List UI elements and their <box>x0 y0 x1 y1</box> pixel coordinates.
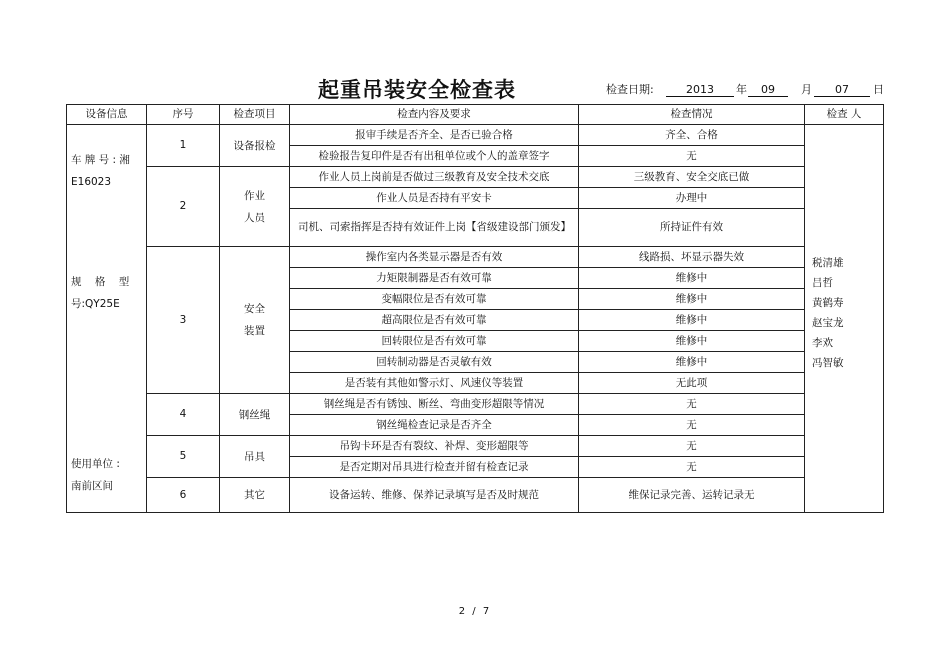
check-result: 无 <box>579 436 805 457</box>
table-row <box>67 247 884 268</box>
inspector-name: 李欢 <box>812 337 833 349</box>
date-month-unit: 月 <box>801 83 812 96</box>
date-day: 07 <box>814 84 870 97</box>
inspector-list <box>812 253 844 373</box>
col-inspector: 检查 人 <box>805 105 884 125</box>
item-number: 6 <box>147 478 220 513</box>
col-number: 序号 <box>147 105 220 125</box>
table-row <box>67 394 884 415</box>
check-content: 操作室内各类显示器是否有效 <box>290 247 579 268</box>
check-result: 维修中 <box>579 268 805 289</box>
inspector-name: 黄鹤寿 <box>812 297 844 309</box>
plate-number-text: E16023 <box>71 176 112 188</box>
check-result: 维修中 <box>579 352 805 373</box>
check-content: 作业人员上岗前是否做过三级教育及安全技术交底 <box>290 167 579 188</box>
col-equipment-info: 设备信息 <box>67 105 147 125</box>
date-label: 检查日期: <box>606 83 654 96</box>
check-result: 齐全、合格 <box>579 125 805 146</box>
inspector-name: 吕哲 <box>812 277 833 289</box>
col-check-result: 检查情况 <box>579 105 805 125</box>
check-item: 其它 <box>220 478 290 513</box>
inspector-name: 冯智敏 <box>812 357 844 369</box>
check-result: 三级教育、安全交底已做 <box>579 167 805 188</box>
inspector-name: 赵宝龙 <box>812 317 844 329</box>
check-content: 作业人员是否持有平安卡 <box>290 188 579 209</box>
plate-number <box>71 149 130 193</box>
plate-number-text: 车 牌 号 : 湘 <box>71 154 130 166</box>
user-unit-text: 使用单位 : <box>71 458 120 470</box>
check-result: 维修中 <box>579 310 805 331</box>
check-content: 是否装有其他如警示灯、风速仪等装置 <box>290 373 579 394</box>
item-number: 5 <box>147 436 220 478</box>
check-item: 钢丝绳 <box>220 394 290 436</box>
table-row <box>67 436 884 457</box>
col-check-content: 检查内容及要求 <box>290 105 579 125</box>
inspection-table <box>66 104 884 513</box>
check-result: 线路损、坏显示器失效 <box>579 247 805 268</box>
check-result: 维修中 <box>579 331 805 352</box>
check-result: 无 <box>579 146 805 167</box>
check-item: 设备报检 <box>220 125 290 167</box>
check-result: 无此项 <box>579 373 805 394</box>
check-content: 报审手续是否齐全、是否已验合格 <box>290 125 579 146</box>
user-unit <box>71 453 120 497</box>
date-day-unit: 日 <box>873 83 884 96</box>
check-content: 超高限位是否有效可靠 <box>290 310 579 331</box>
item-number: 2 <box>147 167 220 247</box>
header-row <box>67 105 884 125</box>
check-content: 回转限位是否有效可靠 <box>290 331 579 352</box>
check-content: 是否定期对吊具进行检查并留有检查记录 <box>290 457 579 478</box>
check-item: 吊具 <box>220 436 290 478</box>
table-row <box>67 167 884 188</box>
date-year: 2013 <box>666 84 734 97</box>
check-content: 钢丝绳是否有锈蚀、断丝、弯曲变形超限等情况 <box>290 394 579 415</box>
inspector-name: 税清雄 <box>812 257 844 269</box>
table-row <box>67 478 884 513</box>
check-content: 吊钩卡环是否有裂纹、补焊、变形超限等 <box>290 436 579 457</box>
user-unit-text: 南前区间 <box>71 480 113 492</box>
check-result: 无 <box>579 457 805 478</box>
check-content: 司机、司索指挥是否持有效证件上岗【省级建设部门颁发】 <box>290 209 579 247</box>
table-row <box>67 125 884 146</box>
model-spec-text: 号:QY25E <box>71 298 120 310</box>
date-year-unit: 年 <box>736 83 747 96</box>
item-number: 4 <box>147 394 220 436</box>
check-result: 维修中 <box>579 289 805 310</box>
check-content: 回转制动器是否灵敏有效 <box>290 352 579 373</box>
check-content: 设备运转、维修、保养记录填写是否及时规范 <box>290 478 579 513</box>
check-content: 钢丝绳检查记录是否齐全 <box>290 415 579 436</box>
page-number: 2 / 7 <box>458 606 492 617</box>
check-result: 无 <box>579 415 805 436</box>
check-result: 维保记录完善、运转记录无 <box>579 478 805 513</box>
inspectors-cell <box>805 125 884 513</box>
item-number: 1 <box>147 125 220 167</box>
model-spec <box>71 271 129 315</box>
check-result: 无 <box>579 394 805 415</box>
check-item: 安全 装置 <box>220 247 290 394</box>
check-result: 办理中 <box>579 188 805 209</box>
date-month: 09 <box>748 84 788 97</box>
col-check-item: 检查项目 <box>220 105 290 125</box>
check-content: 检验报告复印件是否有出租单位或个人的盖章签字 <box>290 146 579 167</box>
check-result: 所持证件有效 <box>579 209 805 247</box>
item-number: 3 <box>147 247 220 394</box>
page-title: 起重吊装安全检查表 <box>318 77 516 102</box>
equipment-info-cell <box>67 125 147 513</box>
check-item: 作业 人员 <box>220 167 290 247</box>
check-content: 变幅限位是否有效可靠 <box>290 289 579 310</box>
model-spec-text: 规 格 型 <box>71 276 130 288</box>
check-content: 力矩限制器是否有效可靠 <box>290 268 579 289</box>
